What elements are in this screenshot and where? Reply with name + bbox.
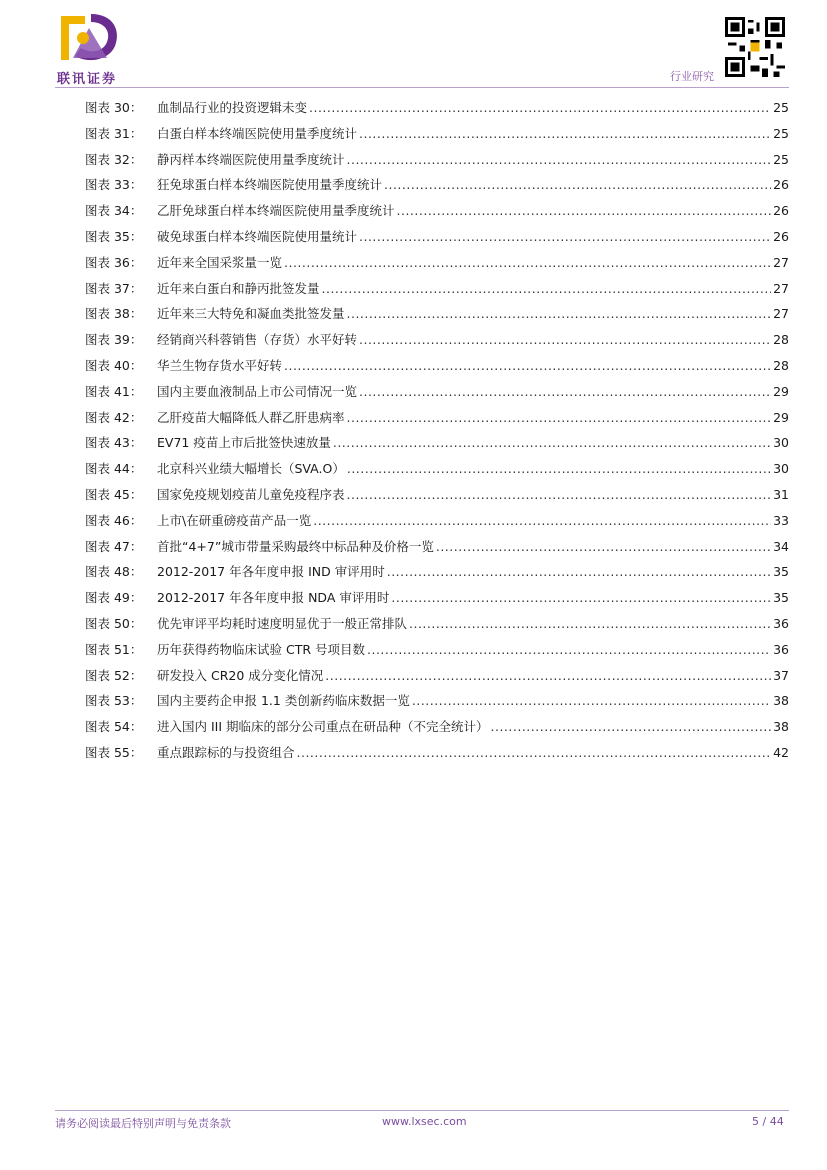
toc-dot-leader xyxy=(436,534,771,560)
toc-entry[interactable] xyxy=(85,379,789,405)
toc-entry[interactable] xyxy=(85,172,789,198)
table-of-figures xyxy=(85,95,789,766)
toc-entry[interactable] xyxy=(85,663,789,689)
toc-figure-label: 图表 47： xyxy=(85,538,143,554)
toc-page-number: 38 xyxy=(773,693,789,709)
footer-website-link[interactable]: www.lxsec.com xyxy=(382,1115,467,1128)
toc-figure-label: 图表 52： xyxy=(85,667,143,683)
toc-figure-title: 进入国内 III 期临床的部分公司重点在研品种（不完全统计） xyxy=(157,719,489,735)
toc-figure-title: 国内主要药企申报 1.1 类创新药临床数据一览 xyxy=(157,693,410,709)
toc-page-number: 30 xyxy=(773,435,789,451)
toc-figure-label: 图表 50： xyxy=(85,615,143,631)
page-header xyxy=(0,0,827,90)
toc-page-number: 30 xyxy=(773,461,789,477)
toc-figure-label: 图表 45： xyxy=(85,486,143,502)
toc-page-number: 36 xyxy=(773,615,789,631)
report-category: 行业研究 xyxy=(670,70,714,83)
toc-entry[interactable] xyxy=(85,95,789,121)
toc-figure-title: 国家免疫规划疫苗儿童免疫程序表 xyxy=(157,486,345,502)
toc-figure-label: 图表 37： xyxy=(85,280,143,296)
toc-dot-leader xyxy=(359,379,771,405)
toc-figure-title: 2012-2017 年各年度申报 NDA 审评用时 xyxy=(157,590,390,606)
toc-page-number: 29 xyxy=(773,383,789,399)
toc-page-number: 38 xyxy=(773,719,789,735)
toc-page-number: 37 xyxy=(773,667,789,683)
toc-dot-leader xyxy=(313,508,771,534)
toc-dot-leader xyxy=(309,95,771,121)
toc-figure-label: 图表 49： xyxy=(85,590,143,606)
toc-figure-label: 图表 33： xyxy=(85,177,143,193)
toc-dot-leader xyxy=(347,147,771,173)
toc-figure-label: 图表 42： xyxy=(85,409,143,425)
toc-entry[interactable] xyxy=(85,405,789,431)
toc-figure-label: 图表 39： xyxy=(85,332,143,348)
toc-dot-leader xyxy=(387,559,771,585)
toc-page-number: 26 xyxy=(773,228,789,244)
toc-entry[interactable] xyxy=(85,740,789,766)
toc-page-number: 27 xyxy=(773,280,789,296)
toc-entry[interactable] xyxy=(85,198,789,224)
toc-page-number: 33 xyxy=(773,512,789,528)
toc-dot-leader xyxy=(391,585,771,611)
toc-dot-leader xyxy=(284,250,771,276)
toc-figure-label: 图表 55： xyxy=(85,744,143,760)
toc-entry[interactable] xyxy=(85,637,789,663)
toc-page-number: 25 xyxy=(773,151,789,167)
toc-figure-label: 图表 53： xyxy=(85,693,143,709)
toc-figure-label: 图表 34： xyxy=(85,203,143,219)
header-divider xyxy=(55,87,789,88)
toc-figure-title: 上市\在研重磅疫苗产品一览 xyxy=(157,512,312,528)
toc-figure-label: 图表 48： xyxy=(85,564,143,580)
toc-figure-label: 图表 38： xyxy=(85,306,143,322)
toc-page-number: 25 xyxy=(773,100,789,115)
toc-entry[interactable] xyxy=(85,147,789,173)
toc-page-number: 27 xyxy=(773,254,789,270)
qr-code-icon xyxy=(725,17,785,77)
toc-figure-title: 研发投入 CR20 成分变化情况 xyxy=(157,667,324,683)
toc-dot-leader xyxy=(409,611,771,637)
toc-entry[interactable] xyxy=(85,301,789,327)
toc-dot-leader xyxy=(359,121,771,147)
toc-figure-title: 首批“4+7”城市带量采购最终中标品种及价格一览 xyxy=(157,538,434,554)
toc-page-number: 31 xyxy=(773,486,789,502)
toc-figure-label: 图表 30： xyxy=(85,100,143,115)
toc-dot-leader xyxy=(347,301,771,327)
toc-figure-title: 白蛋白样本终端医院使用量季度统计 xyxy=(157,125,358,141)
toc-figure-title: 华兰生物存货水平好转 xyxy=(157,357,283,373)
footer-disclaimer: 请务必阅读最后特别声明与免责条款 xyxy=(55,1117,231,1130)
toc-page-number: 42 xyxy=(773,744,789,760)
toc-entry[interactable] xyxy=(85,559,789,585)
toc-page-number: 28 xyxy=(773,357,789,373)
toc-dot-leader xyxy=(333,430,771,456)
toc-entry[interactable] xyxy=(85,714,789,740)
toc-figure-label: 图表 54： xyxy=(85,719,143,735)
toc-dot-leader xyxy=(347,405,771,431)
toc-figure-title: 静丙样本终端医院使用量季度统计 xyxy=(157,151,345,167)
toc-figure-title: 近年来三大特免和凝血类批签发量 xyxy=(157,306,345,322)
toc-figure-title: EV71 疫苗上市后批签快速放量 xyxy=(157,435,331,451)
toc-entry[interactable] xyxy=(85,224,789,250)
toc-figure-label: 图表 31： xyxy=(85,125,143,141)
toc-dot-leader xyxy=(297,740,771,766)
toc-figure-title: 血制品行业的投资逻辑未变 xyxy=(157,100,308,115)
toc-figure-label: 图表 44： xyxy=(85,461,143,477)
toc-entry[interactable] xyxy=(85,353,789,379)
toc-entry[interactable] xyxy=(85,250,789,276)
toc-page-number: 35 xyxy=(773,564,789,580)
toc-dot-leader xyxy=(491,714,771,740)
toc-page-number: 34 xyxy=(773,538,789,554)
toc-figure-label: 图表 40： xyxy=(85,357,143,373)
toc-figure-title: 狂免球蛋白样本终端医院使用量季度统计 xyxy=(157,177,383,193)
toc-entry[interactable] xyxy=(85,585,789,611)
toc-dot-leader xyxy=(367,637,771,663)
toc-entry[interactable] xyxy=(85,327,789,353)
toc-entry[interactable] xyxy=(85,534,789,560)
toc-page-number: 26 xyxy=(773,203,789,219)
toc-dot-leader xyxy=(325,663,771,689)
toc-figure-title: 经销商兴科蓉销售（存货）水平好转 xyxy=(157,332,358,348)
toc-dot-leader xyxy=(284,353,771,379)
toc-figure-title: 重点跟踪标的与投资组合 xyxy=(157,744,295,760)
toc-figure-label: 图表 46： xyxy=(85,512,143,528)
toc-dot-leader xyxy=(412,688,771,714)
toc-page-number: 26 xyxy=(773,177,789,193)
brand-name: 联讯证券 xyxy=(57,72,118,87)
toc-entry[interactable] xyxy=(85,482,789,508)
toc-page-number: 36 xyxy=(773,641,789,657)
toc-dot-leader xyxy=(347,482,771,508)
toc-page-number: 28 xyxy=(773,332,789,348)
toc-figure-label: 图表 41： xyxy=(85,383,143,399)
toc-page-number: 25 xyxy=(773,125,789,141)
toc-figure-title: 近年来白蛋白和静丙批签发量 xyxy=(157,280,320,296)
toc-entry[interactable] xyxy=(85,456,789,482)
toc-figure-label: 图表 43： xyxy=(85,435,143,451)
toc-figure-title: 乙肝免球蛋白样本终端医院使用量季度统计 xyxy=(157,203,395,219)
toc-entry[interactable] xyxy=(85,276,789,302)
toc-figure-title: 国内主要血液制品上市公司情况一览 xyxy=(157,383,358,399)
toc-figure-title: 2012-2017 年各年度申报 IND 审评用时 xyxy=(157,564,385,580)
toc-figure-title: 乙肝疫苗大幅降低人群乙肝患病率 xyxy=(157,409,345,425)
toc-figure-label: 图表 36： xyxy=(85,254,143,270)
toc-figure-title: 优先审评平均耗时速度明显优于一般正常排队 xyxy=(157,615,408,631)
toc-entry[interactable] xyxy=(85,508,789,534)
toc-figure-label: 图表 32： xyxy=(85,151,143,167)
toc-entry[interactable] xyxy=(85,121,789,147)
toc-entry[interactable] xyxy=(85,688,789,714)
toc-dot-leader xyxy=(384,172,771,198)
toc-page-number: 29 xyxy=(773,409,789,425)
company-logo-icon xyxy=(55,10,127,68)
toc-page-number: 35 xyxy=(773,590,789,606)
toc-figure-title: 破免球蛋白样本终端医院使用量统计 xyxy=(157,228,358,244)
footer-divider xyxy=(55,1110,789,1111)
toc-figure-label: 图表 51： xyxy=(85,641,143,657)
toc-figure-label: 图表 35： xyxy=(85,228,143,244)
toc-dot-leader xyxy=(359,224,771,250)
toc-dot-leader xyxy=(397,198,771,224)
toc-dot-leader xyxy=(347,456,771,482)
toc-dot-leader xyxy=(322,276,771,302)
toc-figure-title: 近年来全国采浆量一览 xyxy=(157,254,283,270)
toc-figure-title: 历年获得药物临床试验 CTR 号项目数 xyxy=(157,641,365,657)
toc-dot-leader xyxy=(359,327,771,353)
toc-page-number: 27 xyxy=(773,306,789,322)
toc-entry[interactable] xyxy=(85,611,789,637)
footer-page-number: 5 / 44 xyxy=(752,1115,784,1128)
toc-entry[interactable] xyxy=(85,430,789,456)
toc-figure-title: 北京科兴业绩大幅增长（SVA.O） xyxy=(157,461,345,477)
